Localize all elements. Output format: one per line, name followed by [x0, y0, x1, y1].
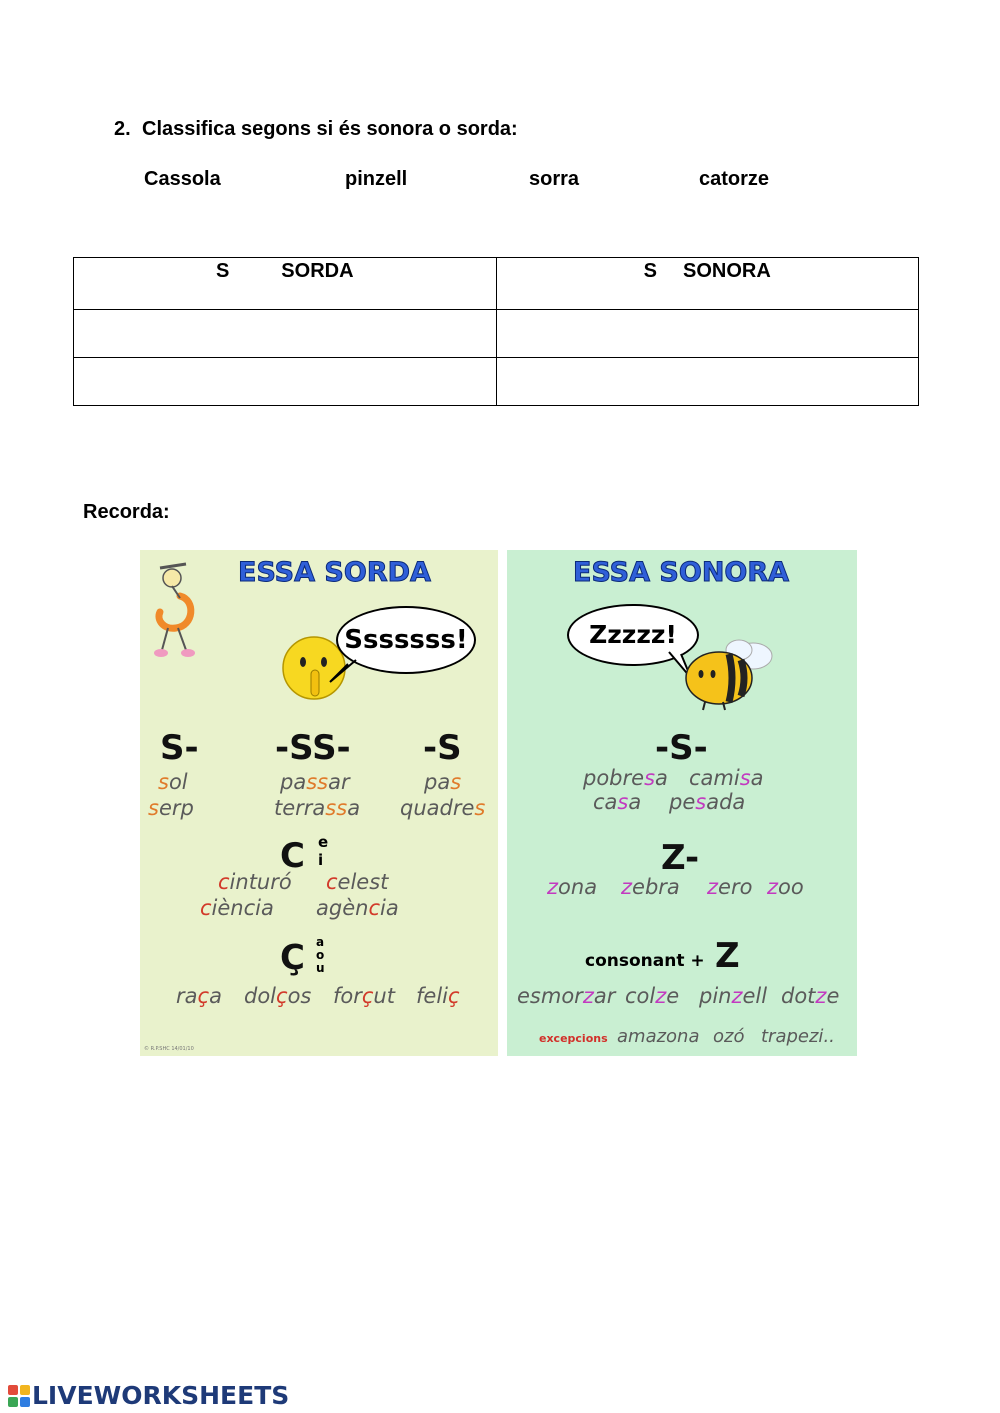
example-pas: pas [424, 770, 462, 794]
example-forcut: forçut [333, 984, 395, 1008]
poster-title-sonora: ESSA SONORA [573, 557, 790, 588]
word-1: Cassola [144, 168, 221, 190]
heading-c-cedilla: Ç [280, 938, 305, 978]
table-row [74, 310, 919, 358]
recorda-label: Recorda: [83, 501, 170, 523]
example-pobresa: pobresa [583, 766, 668, 790]
example-felic: feliç [416, 984, 460, 1008]
table-row [74, 358, 919, 406]
example-zoo: zoo [767, 875, 804, 899]
example-serp: serp [148, 796, 194, 820]
exceptions-label: excepcions [539, 1032, 608, 1045]
example-passar: passar [280, 770, 350, 794]
word-4: catorze [699, 168, 770, 190]
answer-cell-sonora-1[interactable] [496, 310, 919, 358]
bubble-tail [328, 658, 358, 684]
heading-s-final: -S [423, 728, 462, 768]
answer-cell-sorda-2[interactable] [74, 358, 497, 406]
heading-consonant-z: Z [715, 936, 740, 976]
example-zebra: zebra [621, 875, 680, 899]
heading-ss-middle: -SS- [275, 728, 351, 768]
example-pesada: pesada [669, 790, 746, 814]
question-number: 2. [114, 118, 131, 140]
example-pinzell: pinzell [699, 984, 768, 1008]
example-zero: zero [707, 875, 753, 899]
c-vowels: e i [318, 833, 329, 869]
poster-essa-sorda [140, 550, 498, 1056]
example-agencia: agència [316, 896, 399, 920]
header-sorda: S SORDA [74, 258, 497, 310]
heading-c: C [280, 836, 305, 876]
heading-s-between-vowels: -S- [655, 728, 708, 768]
example-quadres: quadres [400, 796, 486, 820]
exception-ozo: ozó [713, 1026, 745, 1047]
example-cinturo: cinturó [218, 870, 292, 894]
heading-s-initial: S- [160, 728, 199, 768]
example-camisa: camisa [689, 766, 764, 790]
example-casa: casa [593, 790, 642, 814]
poster-title-sorda: ESSA SORDA [238, 557, 431, 588]
poster-essa-sonora [507, 550, 857, 1056]
speech-bubble-sonora: Zzzzz! [567, 604, 699, 666]
liveworksheets-grid-icon [8, 1385, 30, 1407]
liveworksheets-logo[interactable] [8, 1381, 289, 1410]
classification-table [73, 257, 919, 406]
word-2: pinzell [345, 168, 408, 190]
example-terrassa: terrassa [274, 796, 361, 820]
table-header-row [74, 258, 919, 310]
bee-icon [679, 636, 775, 712]
question-text: Classifica segons si és sonora o sorda: [142, 118, 518, 140]
example-raca: raça [176, 984, 222, 1008]
header-sonora: S SONORA [496, 258, 919, 310]
example-ciencia: ciència [200, 896, 274, 920]
word-3: sorra [529, 168, 580, 190]
example-celest: celest [326, 870, 389, 894]
example-zona: zona [547, 875, 598, 899]
brand-name: LIVEWORKSHEETS [32, 1381, 290, 1410]
cartoon-character-icon [146, 556, 202, 658]
question-heading [114, 118, 518, 141]
poster-credit: © R.P.SHC 14/01/10 [144, 1046, 194, 1052]
consonant-plus-label: consonant + [585, 951, 705, 971]
example-dotze: dotze [781, 984, 840, 1008]
exception-amazona: amazona [617, 1026, 700, 1047]
heading-z-initial: Z- [661, 838, 700, 878]
c-cedilla-vowels: a o u [316, 935, 325, 975]
example-colze: colze [625, 984, 680, 1008]
answer-cell-sonora-2[interactable] [496, 358, 919, 406]
answer-cell-sorda-1[interactable] [74, 310, 497, 358]
example-dolcos: dolços [244, 984, 312, 1008]
speech-bubble-sorda: Sssssss! [336, 606, 476, 674]
example-esmorzar: esmorzar [517, 984, 616, 1008]
exception-trapezi: trapezi.. [761, 1026, 835, 1047]
example-sol: sol [158, 770, 188, 794]
